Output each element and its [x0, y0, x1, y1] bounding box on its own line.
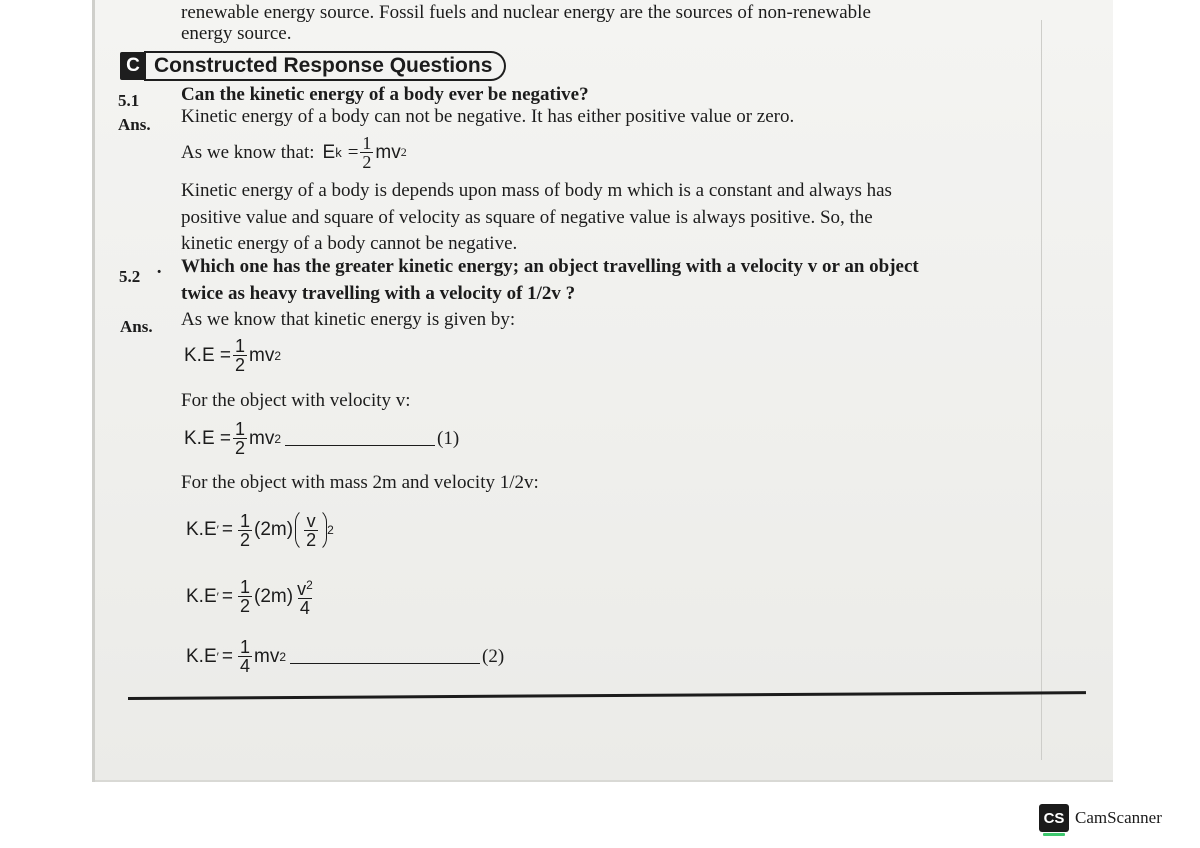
question-5-2-line-2: twice as heavy travelling with a velocity of 1/2v ? [181, 283, 576, 304]
question-number-5-2: 5.2 [119, 267, 141, 286]
case-1-text: For the object with velocity v: [181, 390, 411, 411]
case-2-text: For the object with mass 2m and velocity 1/2v: [181, 472, 539, 493]
equation-ke-1: K.E = $\frac{1}{2}$ mv 2 [184, 336, 282, 375]
fill-line [290, 649, 480, 664]
answer-5-1: Kinetic energy of a body can not be negative. It has either positive value or zero. [181, 106, 795, 127]
eq-rhs: mv [375, 141, 401, 163]
equation-tag-1: (1) [437, 427, 460, 449]
question-5-1: Can the kinetic energy of a body ever be negative? [181, 84, 589, 105]
answer-5-2: As we know that kinetic energy is given by: [181, 309, 516, 330]
know-text: As we know that: [181, 141, 315, 163]
intro-line-1: renewable energy source. Fossil fuels and nuclear energy are the sources of non-renewable [181, 2, 871, 23]
section-badge: C [120, 52, 146, 80]
fill-line [285, 431, 435, 446]
equation-ke-5: K.E ′ = $\frac{1}{4}$ mv 2 (2) [186, 637, 505, 676]
fraction-half: $\frac{1}{2}$ [362, 133, 372, 172]
equation-tag-2: (2) [482, 645, 505, 667]
para-line-2: positive value and square of velocity as square of negative value is always positive. So, the [181, 207, 873, 228]
equation-ke-4: K.E ′ = $\frac{1}{2}$ (2m) $\frac{v^2}{4}$ [186, 577, 313, 618]
eq-symbol: E [322, 141, 336, 163]
para-line-3: kinetic energy of a body cannot be negative. [181, 233, 518, 254]
eq-power: 2 [400, 145, 407, 159]
question-5-2-line-1: Which one has the greater kinetic energy; an object travelling with a velocity v or an object [181, 256, 919, 277]
question-bullet: · [156, 262, 163, 283]
margin-line [1041, 20, 1042, 760]
parenthesis: $\frac{v}{2}$ [295, 508, 327, 552]
intro-line-2: energy source. [181, 23, 292, 44]
camscanner-name: CamScanner [1075, 808, 1162, 827]
eq-equals: = [347, 141, 359, 163]
answer-label-5-1: Ans. [118, 115, 151, 134]
camscanner-watermark [1039, 804, 1162, 832]
question-number-5-1: 5.1 [118, 91, 140, 110]
camscanner-logo-icon: CS [1039, 804, 1069, 832]
para-line-1: Kinetic energy of a body is depends upon mass of body m which is a constant and always has [181, 180, 892, 201]
answer-label-5-2: Ans. [120, 317, 153, 336]
section-title: Constructed Response Questions [144, 51, 506, 81]
section-heading [120, 52, 506, 80]
eq-subscript: k [335, 145, 342, 160]
equation-ke-3: K.E ′ = $\frac{1}{2}$ (2m) $\frac{v}{2}$ 2 [186, 508, 334, 552]
equation-ke-2: K.E = $\frac{1}{2}$ mv 2 (1) [184, 419, 460, 458]
equation-ek [181, 134, 407, 171]
